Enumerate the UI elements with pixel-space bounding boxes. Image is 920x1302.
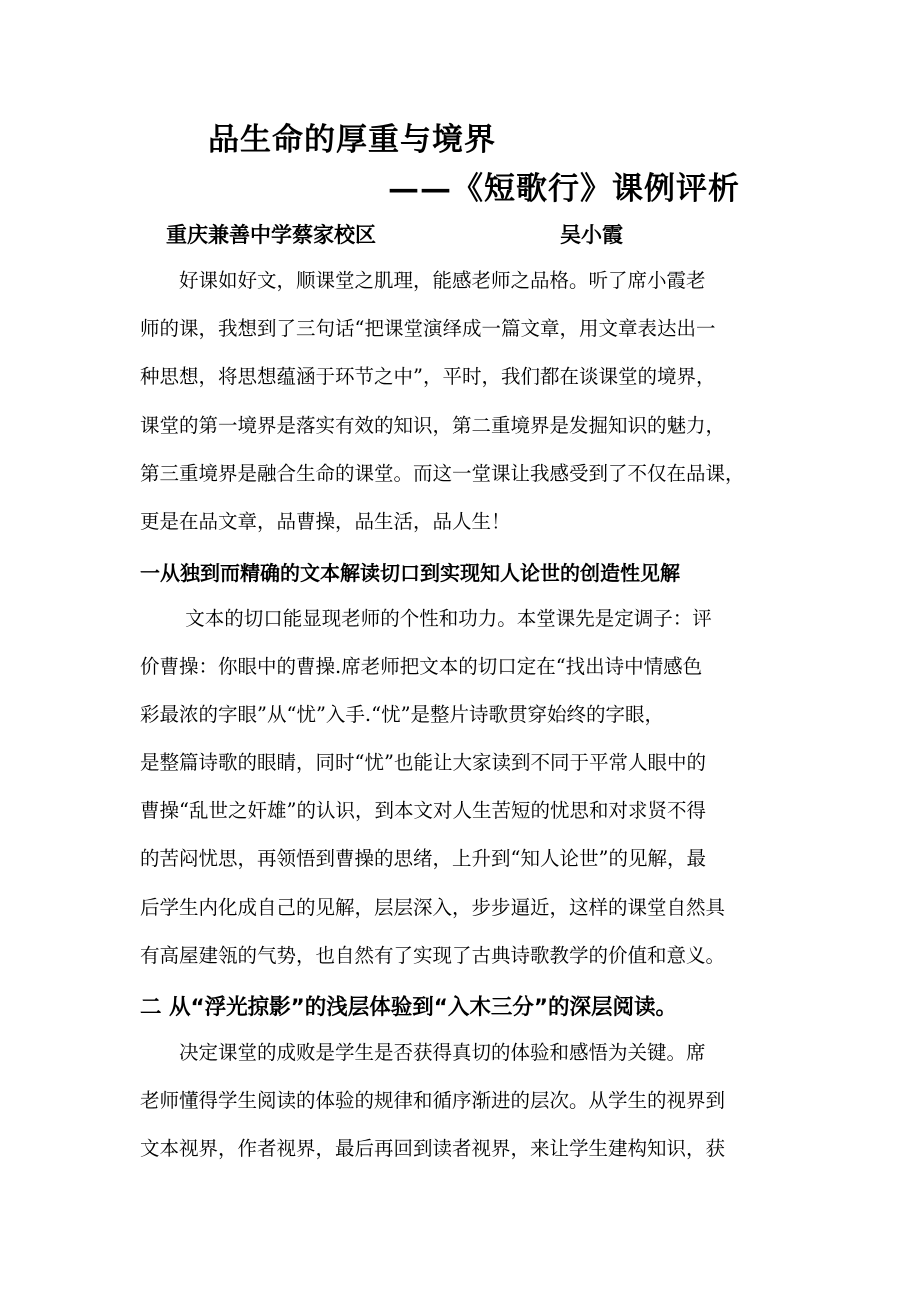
section-1-heading: 一从独到而精确的文本解读切口到实现知人论世的创造性见解 xyxy=(140,561,680,585)
section-1-line: 后学生内化成自己的见解，层层深入，步步逼近，这样的课堂自然具 xyxy=(140,896,726,919)
section-1-line: 曹操“乱世之奸雄”的认识，到本文对人生苦短的忧思和对求贤不得 xyxy=(140,799,706,822)
section-2-line: 文本视界，作者视界，最后再回到读者视界，来让学生建构知识，获 xyxy=(140,1137,726,1160)
document-subtitle: ——《短歌行》课例评析 xyxy=(388,171,740,207)
section-2-heading: 二 从“浮光掠影”的浅层体验到“入木三分”的深层阅读。 xyxy=(140,995,678,1020)
section-2-line: 决定课堂的成败是学生是否获得真切的体验和感悟为关键。席 xyxy=(140,1041,706,1064)
section-1-line: 价曹操：你眼中的曹操.席老师把文本的切口定在“找出诗中情感色 xyxy=(140,655,703,678)
intro-line: 师的课，我想到了三句话“把课堂演绎成一篇文章，用文章表达出一 xyxy=(140,317,716,340)
author-name: 吴小霞 xyxy=(560,223,623,247)
intro-line: 课堂的第一境界是落实有效的知识，第二重境界是发掘知识的魅力， xyxy=(140,414,726,437)
section-1-line: 的苦闷忧思，再领悟到曹操的思绪，上升到“知人论世”的见解，最 xyxy=(140,847,706,870)
section-1-line: 是整篇诗歌的眼睛，同时“忧”也能让大家读到不同于平常人眼中的 xyxy=(140,751,706,774)
section-1-line: 彩最浓的字眼”从“忧”入手.“忧”是整片诗歌贯穿始终的字眼， xyxy=(140,703,665,726)
intro-line: 第三重境界是融合生命的课堂。而这一堂课让我感受到了不仅在品课， xyxy=(140,462,745,485)
intro-line: 好课如好文，顺课堂之肌理，能感老师之品格。听了席小霞老 xyxy=(140,269,706,292)
document-title: 品生命的厚重与境界 xyxy=(208,122,496,158)
intro-line: 更是在品文章，品曹操，品生活，品人生！ xyxy=(140,510,511,533)
author-school: 重庆兼善中学蔡家校区 xyxy=(166,223,376,247)
section-2-line: 老师懂得学生阅读的体验的规律和循序渐进的层次。从学生的视界到 xyxy=(140,1089,726,1112)
section-1-line: 有高屋建瓴的气势，也自然有了实现了古典诗歌教学的价值和意义。 xyxy=(140,944,726,967)
section-1-line: 文本的切口能显现老师的个性和功力。本堂课先是定调子：评 xyxy=(140,607,712,630)
intro-line: 种思想，将思想蕴涵于环节之中”，平时，我们都在谈课堂的境界， xyxy=(140,365,716,388)
